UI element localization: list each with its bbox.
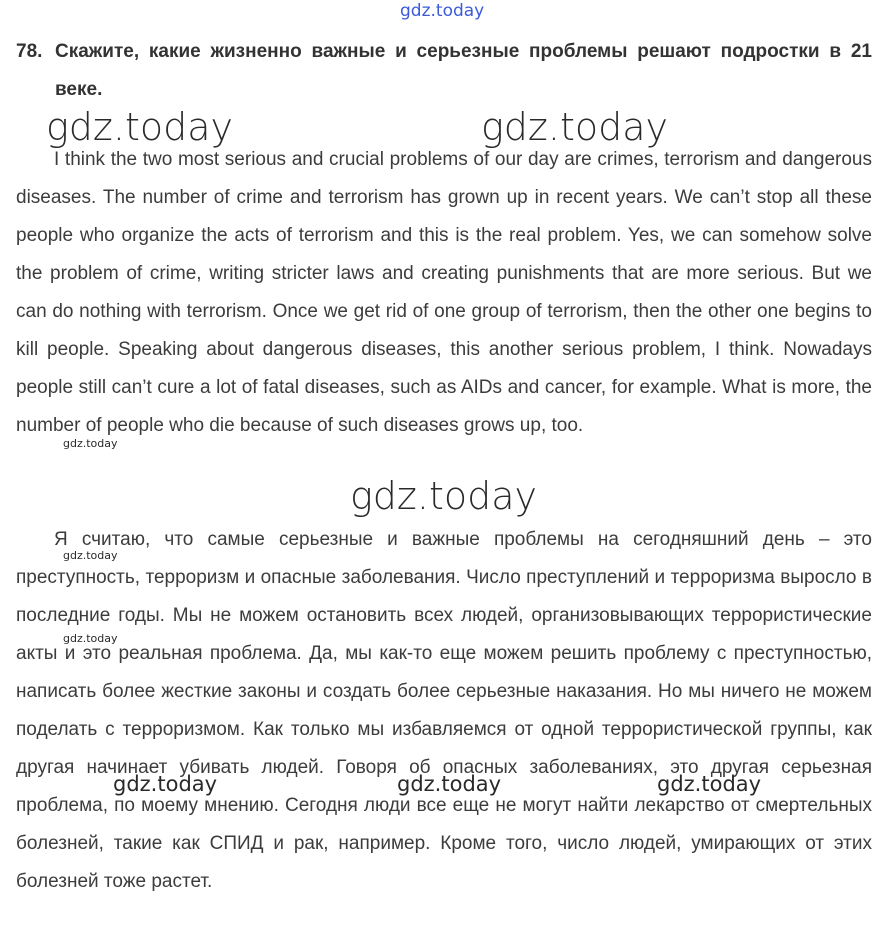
answer-russian: Я считаю, что самые серьезные и важные проблемы на сегодняшний день – это преступность, терроризм и опасные заболевания. Число преступлений и терроризма выросло в последние годы. Мы не можем остановить всех людей, организовывающих террористические акты и это реальная проблема. Да, мы как-то еще можем решить проблему с преступностью, написать более жесткие законы и создать более серьезные наказания. Но мы ничего не можем поделать с терроризмом. Как только мы избавляемся от одной террористической группы, как другая начинает убивать людей. Говоря об опасных заболеваниях, это другая серьезная проблема, по моему мнению. Сегодня люди все еще не могут найти лекарство от смертельных болезней, такие как СПИД и рак, например. Кроме того, число людей, умирающих от этих болезней тоже растет. (16, 529, 872, 892)
watermark-top: gdz.today (400, 1, 485, 21)
answer-english: I think the two most serious and crucial problems of our day are crimes, terrorism and dangerous diseases. The number of crime and terrorism has grown up in recent years. We can’t stop all these people who organize the acts of terrorism and this is the real problem. Yes, we can somehow solve the problem of crime, writing stricter laws and creating punishments that are more serious. But we can do nothing with terrorism. Once we get rid of one group of terrorism, then the other one begins to kill people. Speaking about dangerous diseases, this another serious problem, I think. Nowadays people still can’t cure a lot of fatal diseases, such as AIDs and cancer, for example. What is more, the number of people who die because of such diseases grows up, too. (16, 149, 872, 436)
watermark-large: gdz.today (481, 105, 668, 149)
watermark-large: gdz.today (46, 105, 233, 149)
watermark-medium: gdz.today (397, 772, 502, 796)
watermark-medium: gdz.today (113, 772, 218, 796)
task-heading (16, 33, 872, 109)
watermark-small: gdz.today (63, 437, 118, 450)
task-question: Скажите, какие жизненно важные и серьезные проблемы решают подростки в 21 веке. (55, 41, 872, 100)
task-number: 78. (16, 41, 43, 62)
watermark-large: gdz.today (350, 474, 537, 518)
watermark-medium: gdz.today (657, 772, 762, 796)
watermark-small: gdz.today (63, 632, 118, 645)
watermark-small: gdz.today (63, 549, 118, 562)
